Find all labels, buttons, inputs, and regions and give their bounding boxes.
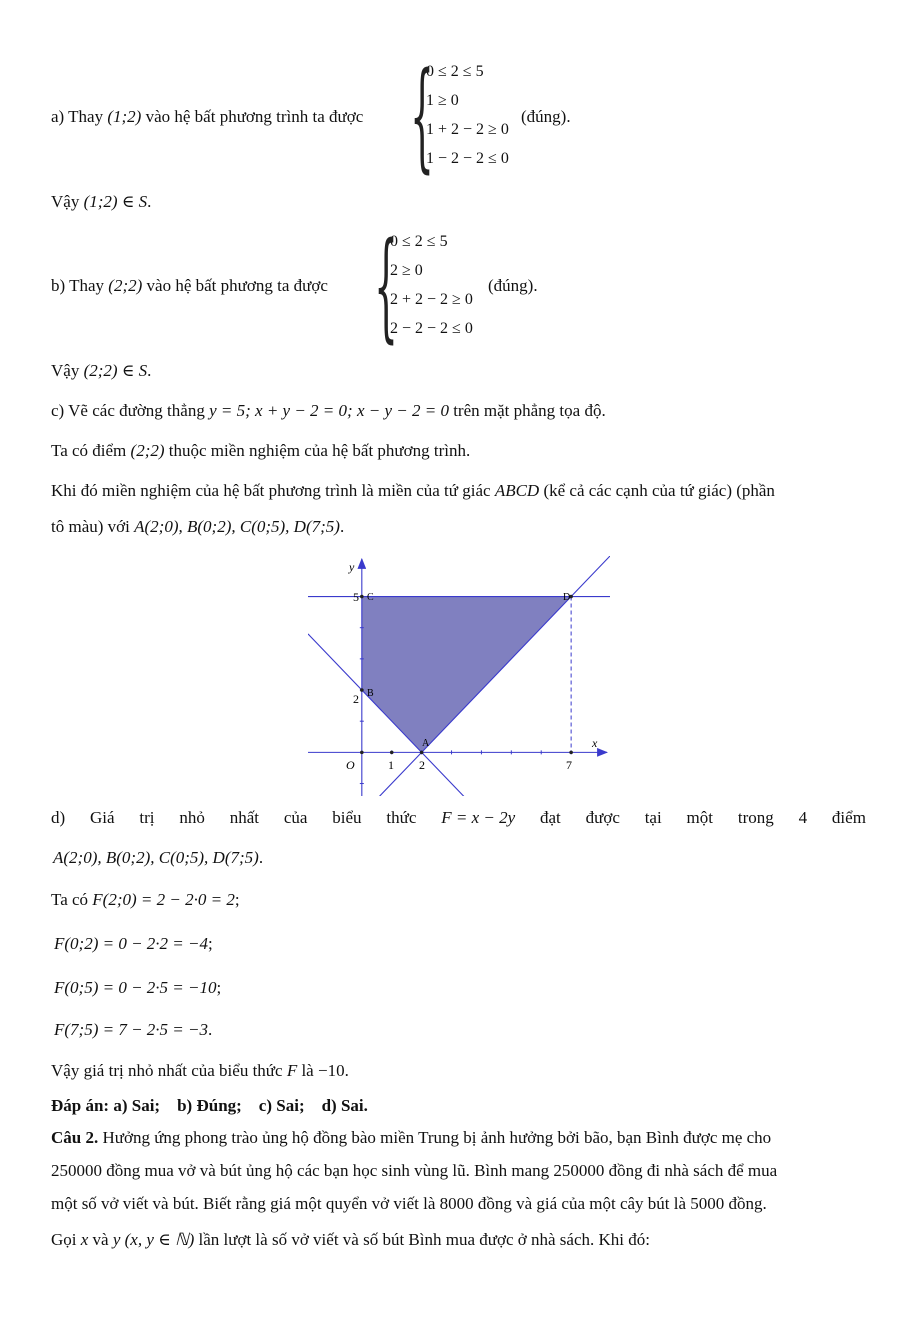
solution-region-graph — [308, 556, 610, 796]
math: −10 — [317, 1061, 345, 1080]
text: ; — [208, 934, 213, 953]
part-a-system — [410, 46, 509, 184]
part-a-point: (1;2) — [107, 107, 142, 126]
text: c) Vẽ các đường thẳng — [51, 401, 205, 420]
word: được — [585, 808, 620, 827]
part-a-conclusion — [51, 191, 151, 213]
part-b-system-row: 2 ≥ 0 — [390, 262, 423, 279]
word: thức — [386, 808, 417, 827]
vertex-point-b — [360, 688, 364, 692]
part-a-system-row: 1 + 2 − 2 ≥ 0 — [426, 121, 509, 138]
text: ; — [234, 890, 240, 909]
part-b-mid: vào hệ bất phương ta được — [146, 276, 328, 295]
math: A(2;0), B(0;2), C(0;5), D(7;5) — [134, 517, 340, 536]
cau2-line-1 — [51, 1127, 771, 1149]
word: nhất — [229, 808, 259, 827]
math: x — [80, 1230, 89, 1249]
conclusion-prefix: Vậy — [51, 361, 80, 380]
cau2-line-3: một số vở viết và bút. Biết rằng giá một quyển vở viết là 8000 đồng và giá của một cây bút là 5000 đồng. — [51, 1194, 767, 1213]
tick-label-x2: 2 — [419, 758, 425, 772]
word: của — [283, 808, 308, 827]
part-b-system — [374, 216, 473, 354]
part-b-system-row: 0 ≤ 2 ≤ 5 — [390, 233, 448, 250]
part-c-line-1 — [51, 400, 606, 422]
math: F — [286, 1061, 298, 1080]
text: trên mặt phẳng tọa độ. — [453, 401, 606, 420]
origin-label: O — [346, 758, 355, 772]
tick-label-x1: 1 — [388, 758, 394, 772]
tick-label-y2: 2 — [353, 692, 359, 706]
part-d-eval-4 — [54, 1019, 212, 1041]
x1-point — [390, 751, 394, 755]
text: . — [208, 1020, 213, 1039]
word: tại — [644, 808, 662, 827]
text: thuộc miền nghiệm của hệ bất phương trình. — [168, 441, 471, 460]
text: và — [92, 1230, 109, 1249]
part-a-verdict: (đúng). — [521, 107, 571, 126]
brace-icon: { — [374, 216, 399, 354]
math: F(7;5) = 7 − 2·5 = −3 — [54, 1020, 209, 1039]
part-a-mid: vào hệ bất phương trình ta được — [145, 107, 364, 126]
conclusion-prefix: Vậy — [51, 192, 80, 211]
conclusion-suffix: . — [147, 361, 152, 380]
part-a-system-row: 1 − 2 − 2 ≤ 0 — [426, 150, 509, 167]
text: . — [339, 517, 345, 536]
part-b-system-row: 2 − 2 − 2 ≤ 0 — [390, 320, 473, 337]
text: . — [258, 848, 264, 867]
part-b-line — [51, 275, 328, 297]
vertex-point-c — [360, 595, 364, 599]
part-d-points — [53, 847, 263, 869]
text: . — [344, 1061, 349, 1080]
axis-x-label: x — [592, 736, 598, 750]
brace-icon: { — [410, 46, 435, 184]
math: F(0;2) = 0 − 2·2 = −4 — [54, 934, 209, 953]
part-a-line — [51, 106, 363, 128]
conclusion-suffix: . — [147, 192, 152, 211]
math: F(0;5) = 0 − 2·5 = −10 — [54, 978, 217, 997]
solution-region — [362, 597, 571, 753]
tick-label-y5: 5 — [353, 590, 359, 604]
origin-point — [360, 751, 364, 755]
word: trị — [139, 808, 155, 827]
part-a-system-row: 0 ≤ 2 ≤ 5 — [426, 63, 484, 80]
word: đạt — [539, 808, 561, 827]
word: biểu — [332, 808, 362, 827]
text: Ta có — [51, 890, 89, 909]
answer-line: Đáp án: a) Sai; b) Đúng; c) Sai; d) Sai. — [51, 1096, 368, 1115]
part-b-system-row: 2 + 2 − 2 ≥ 0 — [390, 291, 473, 308]
math: F(2;0) = 2 − 2·0 = 2 — [92, 890, 235, 909]
word: Giá — [90, 808, 115, 827]
part-c-line-2 — [51, 440, 470, 462]
axis-y-label: y — [349, 560, 355, 574]
question-label: Câu 2. — [51, 1128, 99, 1147]
math-expression: F = x − 2y — [441, 808, 516, 827]
part-d-line-1 — [51, 808, 866, 828]
tick-label-x7: 7 — [566, 758, 572, 772]
vertex-label-c: C — [367, 592, 374, 603]
part-d-minimum — [51, 1060, 349, 1082]
math: (2;2) — [130, 441, 165, 460]
word: điểm — [831, 808, 866, 827]
text: Hưởng ứng phong trào ủng hộ đồng bào miền Trung bị ảnh hưởng bởi bão, bạn Bình được mẹ cho — [102, 1128, 772, 1147]
x7-point — [569, 751, 573, 755]
conclusion-math: (2;2) ∈ S — [83, 361, 148, 380]
part-d-eval-3 — [54, 977, 221, 999]
text: Khi đó miền nghiệm của hệ bất phương trình là miền của tứ giác — [51, 481, 491, 500]
vertex-point-a — [420, 751, 424, 755]
cau2-line-2: 250000 đồng mua vở và bút ủng hộ các bạn học sinh vùng lũ. Bình mang 250000 đồng đi nhà sách để mua — [51, 1161, 778, 1180]
math: ABCD — [494, 481, 540, 500]
conclusion-math: (1;2) ∈ S — [83, 192, 148, 211]
text: Vậy giá trị nhỏ nhất của biểu thức — [51, 1061, 283, 1080]
vertex-label-d: D — [563, 592, 571, 603]
part-a-intro: a) Thay — [51, 107, 104, 126]
part-a-system-row: 1 ≥ 0 — [426, 92, 459, 109]
text: là — [301, 1061, 314, 1080]
math: (x, y ∈ ℕ) — [124, 1230, 195, 1249]
text: (kể cả các cạnh của tứ giác) (phần — [543, 481, 775, 500]
word: trong — [737, 808, 774, 827]
math: y = 5; x + y − 2 = 0; x − y − 2 = 0 — [209, 401, 449, 420]
text: tô màu) với — [51, 517, 130, 536]
vertex-label-a: A — [422, 738, 430, 749]
part-b-conclusion — [51, 360, 151, 382]
text: lần lượt là số vở viết và số bút Bình mua được ở nhà sách. Khi đó: — [198, 1230, 650, 1249]
word: một — [686, 808, 713, 827]
part-b-verdict: (đúng). — [488, 276, 538, 295]
part-b-point: (2;2) — [108, 276, 143, 295]
text: Ta có điểm — [51, 441, 127, 460]
text: Gọi — [51, 1230, 77, 1249]
word: nhỏ — [179, 808, 205, 827]
part-c-line-3 — [51, 480, 775, 502]
text: ; — [216, 978, 222, 997]
vertex-label-b: B — [367, 688, 374, 699]
math: A(2;0), B(0;2), C(0;5), D(7;5) — [53, 848, 259, 867]
part-d-eval-1 — [51, 889, 240, 911]
part-d-eval-2 — [54, 933, 213, 955]
word: 4 — [798, 808, 808, 827]
part-c-line-4 — [51, 516, 344, 538]
cau2-line-4 — [51, 1229, 650, 1251]
part-b-intro: b) Thay — [51, 276, 105, 295]
math: y — [112, 1230, 121, 1249]
word: d) — [51, 808, 66, 827]
